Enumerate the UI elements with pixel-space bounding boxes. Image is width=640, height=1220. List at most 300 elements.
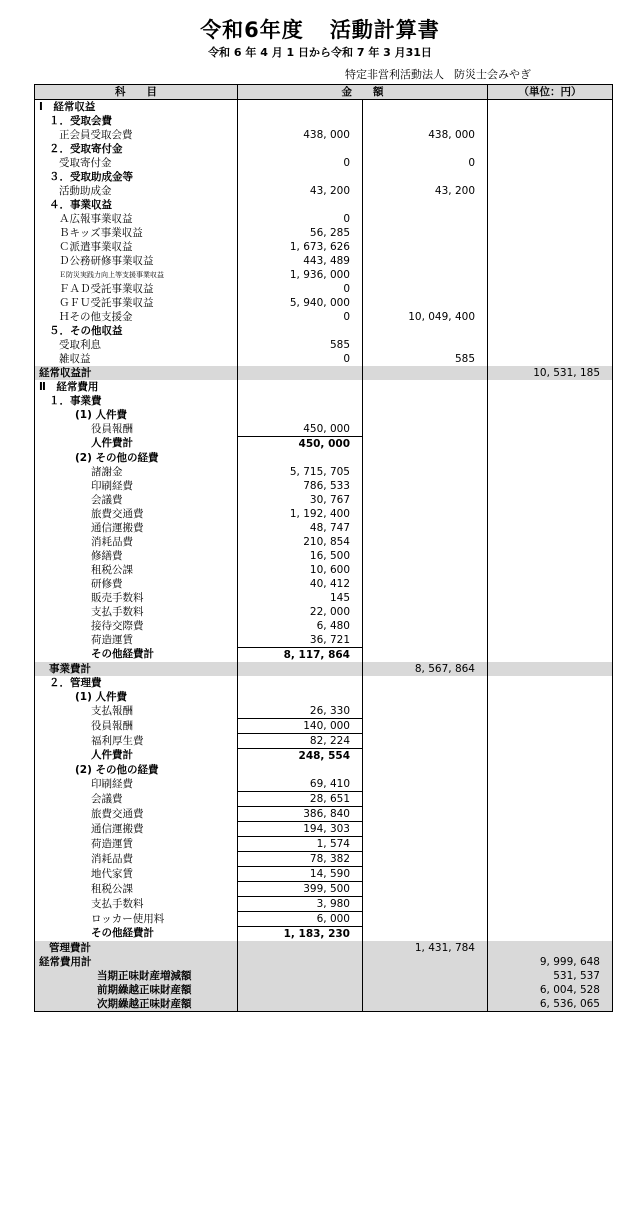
amount-c1: 5, 940, 000	[238, 296, 363, 310]
amount-c3	[488, 852, 613, 867]
table-row	[35, 648, 613, 663]
table-row	[35, 380, 613, 394]
row-label: Ⅱ 経常費用	[35, 380, 238, 394]
amount-c3	[488, 521, 613, 535]
table-row	[35, 605, 613, 619]
amount-c3	[488, 212, 613, 226]
table-row	[35, 268, 613, 282]
row-label: 荷造運賃	[35, 837, 238, 852]
amount-c2	[363, 983, 488, 997]
amount-c1: 438, 000	[238, 128, 363, 142]
row-label: 租税公課	[35, 882, 238, 897]
table-row	[35, 897, 613, 912]
amount-c1: 0	[238, 282, 363, 296]
table-row	[35, 882, 613, 897]
amount-c1: 1, 183, 230	[238, 927, 363, 942]
amount-c1: 786, 533	[238, 479, 363, 493]
table-row	[35, 807, 613, 822]
amount-c1: 16, 500	[238, 549, 363, 563]
amount-c3	[488, 338, 613, 352]
row-label: (1) 人件費	[35, 408, 238, 422]
amount-c1	[238, 763, 363, 777]
amount-c1	[238, 662, 363, 676]
table-row	[35, 941, 613, 955]
table-row	[35, 704, 613, 719]
amount-c2: 10, 049, 400	[363, 310, 488, 324]
amount-c2	[363, 969, 488, 983]
row-label: ロッカー使用料	[35, 912, 238, 927]
table-row	[35, 493, 613, 507]
row-label: 消耗品費	[35, 535, 238, 549]
amount-c2	[363, 226, 488, 240]
amount-c1: 1, 673, 626	[238, 240, 363, 254]
amount-c2	[363, 535, 488, 549]
table-row	[35, 282, 613, 296]
amount-c2	[363, 479, 488, 493]
table-row	[35, 254, 613, 268]
amount-c1: 450, 000	[238, 437, 363, 452]
amount-c3	[488, 690, 613, 704]
org-name: 防災士会みやぎ	[454, 68, 531, 81]
table-header	[35, 85, 613, 100]
table-row	[35, 676, 613, 690]
amount-c3	[488, 719, 613, 734]
amount-c3	[488, 777, 613, 792]
amount-c3	[488, 807, 613, 822]
table-row	[35, 114, 613, 128]
row-label: 会議費	[35, 493, 238, 507]
amount-c1: 40, 412	[238, 577, 363, 591]
row-label: 研修費	[35, 577, 238, 591]
row-label: ＦＡＤ受託事業収益	[35, 282, 238, 296]
amount-c3	[488, 897, 613, 912]
amount-c2	[363, 521, 488, 535]
amount-c1: 386, 840	[238, 807, 363, 822]
amount-c1: 30, 767	[238, 493, 363, 507]
row-label: 福利厚生費	[35, 734, 238, 749]
amount-c2	[363, 563, 488, 577]
row-label: 次期繰越正味財産額	[35, 997, 238, 1012]
row-label: Ｅ防災実践力向上等支援事業収益	[35, 268, 238, 282]
amount-c1	[238, 324, 363, 338]
amount-c2	[363, 380, 488, 394]
amount-c2	[363, 734, 488, 749]
amount-c1: 78, 382	[238, 852, 363, 867]
amount-c2	[363, 837, 488, 852]
title-year: 令和6年度	[200, 18, 304, 42]
row-label: ２．受取寄付金	[35, 142, 238, 156]
row-label: 修繕費	[35, 549, 238, 563]
amount-c2	[363, 549, 488, 563]
amount-c2	[363, 437, 488, 452]
amount-c2	[363, 254, 488, 268]
row-label: その他経費計	[35, 648, 238, 663]
amount-c1	[238, 114, 363, 128]
amount-c1: 6, 480	[238, 619, 363, 633]
table-row	[35, 394, 613, 408]
amount-c3	[488, 408, 613, 422]
amount-c3	[488, 198, 613, 212]
row-label: 役員報酬	[35, 422, 238, 437]
row-label: 受取寄付金	[35, 156, 238, 170]
row-label: 会議費	[35, 792, 238, 807]
amount-c1	[238, 408, 363, 422]
row-label: 地代家賃	[35, 867, 238, 882]
amount-c2	[363, 927, 488, 942]
row-label: Ｃ派遣事業収益	[35, 240, 238, 254]
table-row	[35, 100, 613, 115]
amount-c2	[363, 170, 488, 184]
amount-c3: 531, 537	[488, 969, 613, 983]
row-label: 雑収益	[35, 352, 238, 366]
amount-c3	[488, 296, 613, 310]
amount-c2	[363, 240, 488, 254]
amount-c3	[488, 792, 613, 807]
amount-c2	[363, 465, 488, 479]
amount-c3	[488, 380, 613, 394]
amount-c1: 36, 721	[238, 633, 363, 648]
amount-c3	[488, 867, 613, 882]
amount-c3	[488, 577, 613, 591]
row-label: (2) その他の経費	[35, 763, 238, 777]
amount-c3	[488, 549, 613, 563]
amount-c1: 28, 651	[238, 792, 363, 807]
table-row	[35, 198, 613, 212]
amount-c2: 1, 431, 784	[363, 941, 488, 955]
amount-c1: 6, 000	[238, 912, 363, 927]
row-label: 諸謝金	[35, 465, 238, 479]
table-row	[35, 749, 613, 764]
table-row	[35, 296, 613, 310]
row-label: 役員報酬	[35, 719, 238, 734]
amount-c1: 26, 330	[238, 704, 363, 719]
amount-c1	[238, 198, 363, 212]
row-label: 経常収益計	[35, 366, 238, 380]
amount-c1: 248, 554	[238, 749, 363, 764]
row-label: その他経費計	[35, 927, 238, 942]
amount-c1: 210, 854	[238, 535, 363, 549]
amount-c1: 1, 574	[238, 837, 363, 852]
amount-c1	[238, 451, 363, 465]
amount-c3	[488, 941, 613, 955]
row-label: Ｂキッズ事業収益	[35, 226, 238, 240]
table-row	[35, 437, 613, 452]
row-label: 受取利息	[35, 338, 238, 352]
amount-c1: 5, 715, 705	[238, 465, 363, 479]
amount-c3	[488, 763, 613, 777]
row-label: Ｈその他支援金	[35, 310, 238, 324]
row-label: 消耗品費	[35, 852, 238, 867]
amount-c3	[488, 184, 613, 198]
amount-c3	[488, 268, 613, 282]
amount-c1: 0	[238, 212, 363, 226]
table-row	[35, 352, 613, 366]
row-label: 人件費計	[35, 437, 238, 452]
amount-c3	[488, 479, 613, 493]
header-item: 科 目	[35, 85, 238, 100]
amount-c3	[488, 619, 613, 633]
table-row	[35, 591, 613, 605]
document-title	[0, 14, 640, 44]
organization	[345, 66, 531, 82]
row-label: Ｄ公務研修事業収益	[35, 254, 238, 268]
row-label: (1) 人件費	[35, 690, 238, 704]
table-row	[35, 955, 613, 969]
row-label: Ａ広報事業収益	[35, 212, 238, 226]
row-label: Ⅰ 経常収益	[35, 100, 238, 115]
amount-c1: 443, 489	[238, 254, 363, 268]
row-label: 通信運搬費	[35, 822, 238, 837]
amount-c2	[363, 867, 488, 882]
row-label: 当期正味財産増減額	[35, 969, 238, 983]
amount-c2	[363, 408, 488, 422]
amount-c2	[363, 338, 488, 352]
row-label: 接待交際費	[35, 619, 238, 633]
amount-c1: 450, 000	[238, 422, 363, 437]
amount-c1: 140, 000	[238, 719, 363, 734]
table-row	[35, 170, 613, 184]
amount-c3: 9, 999, 648	[488, 955, 613, 969]
amount-c2: 438, 000	[363, 128, 488, 142]
row-label: 通信運搬費	[35, 521, 238, 535]
amount-c3	[488, 226, 613, 240]
table-row	[35, 563, 613, 577]
table-row	[35, 479, 613, 493]
table-row	[35, 128, 613, 142]
table-row	[35, 719, 613, 734]
table-row	[35, 338, 613, 352]
amount-c3	[488, 240, 613, 254]
row-label: 租税公課	[35, 563, 238, 577]
amount-c3	[488, 749, 613, 764]
row-label: ３．受取助成金等	[35, 170, 238, 184]
amount-c3	[488, 882, 613, 897]
amount-c2	[363, 324, 488, 338]
amount-c1: 43, 200	[238, 184, 363, 198]
amount-c2	[363, 296, 488, 310]
amount-c3	[488, 927, 613, 942]
amount-c1	[238, 983, 363, 997]
table-row	[35, 142, 613, 156]
amount-c2	[363, 792, 488, 807]
amount-c2	[363, 619, 488, 633]
amount-c3	[488, 156, 613, 170]
amount-c3	[488, 591, 613, 605]
header-unit: （単位：円）	[488, 85, 613, 100]
amount-c1: 1, 192, 400	[238, 507, 363, 521]
amount-c2	[363, 763, 488, 777]
table-row	[35, 633, 613, 648]
amount-c2	[363, 198, 488, 212]
amount-c2	[363, 142, 488, 156]
amount-c2	[363, 690, 488, 704]
amount-c2	[363, 676, 488, 690]
amount-c1	[238, 380, 363, 394]
amount-c3: 6, 536, 065	[488, 997, 613, 1012]
amount-c2	[363, 394, 488, 408]
amount-c3	[488, 114, 613, 128]
amount-c3	[488, 837, 613, 852]
amount-c2	[363, 451, 488, 465]
row-label: 支払手数料	[35, 605, 238, 619]
amount-c3	[488, 822, 613, 837]
amount-c2	[363, 282, 488, 296]
amount-c1	[238, 690, 363, 704]
row-label: 荷造運賃	[35, 633, 238, 648]
row-label: 人件費計	[35, 749, 238, 764]
amount-c1	[238, 394, 363, 408]
header-amount: 金 額	[238, 85, 488, 100]
amount-c2	[363, 591, 488, 605]
table-row	[35, 451, 613, 465]
amount-c2	[363, 997, 488, 1012]
amount-c1: 48, 747	[238, 521, 363, 535]
row-label: 管理費計	[35, 941, 238, 955]
amount-c2	[363, 507, 488, 521]
amount-c1	[238, 142, 363, 156]
amount-c2	[363, 912, 488, 927]
activity-statement-table	[34, 84, 613, 1012]
table-row	[35, 983, 613, 997]
fiscal-period: 令和 6 年 4 月 1 日から令和 7 年 3 月31日	[208, 46, 432, 59]
amount-c3	[488, 352, 613, 366]
amount-c3	[488, 437, 613, 452]
amount-c3	[488, 676, 613, 690]
row-label: １．受取会費	[35, 114, 238, 128]
amount-c1	[238, 170, 363, 184]
table-row	[35, 507, 613, 521]
amount-c2	[363, 605, 488, 619]
amount-c3	[488, 605, 613, 619]
table-row	[35, 777, 613, 792]
amount-c1: 56, 285	[238, 226, 363, 240]
table-row	[35, 156, 613, 170]
amount-c3	[488, 662, 613, 676]
table-row	[35, 852, 613, 867]
amount-c1	[238, 955, 363, 969]
amount-c2	[363, 366, 488, 380]
amount-c3	[488, 170, 613, 184]
amount-c3	[488, 507, 613, 521]
row-label: 経常費用計	[35, 955, 238, 969]
amount-c2	[363, 749, 488, 764]
amount-c1: 0	[238, 310, 363, 324]
amount-c2	[363, 822, 488, 837]
amount-c1: 585	[238, 338, 363, 352]
amount-c2	[363, 422, 488, 437]
amount-c3	[488, 100, 613, 115]
amount-c1: 194, 303	[238, 822, 363, 837]
amount-c1: 14, 590	[238, 867, 363, 882]
amount-c3	[488, 563, 613, 577]
amount-c3	[488, 451, 613, 465]
table-row	[35, 366, 613, 380]
table-row	[35, 763, 613, 777]
table-row	[35, 521, 613, 535]
amount-c2	[363, 100, 488, 115]
amount-c3	[488, 254, 613, 268]
row-label: 印刷経費	[35, 777, 238, 792]
amount-c2	[363, 852, 488, 867]
amount-c2	[363, 114, 488, 128]
row-label: 旅費交通費	[35, 507, 238, 521]
amount-c2	[363, 633, 488, 648]
table-row	[35, 535, 613, 549]
table-row	[35, 324, 613, 338]
amount-c3	[488, 324, 613, 338]
amount-c2	[363, 493, 488, 507]
amount-c1: 22, 000	[238, 605, 363, 619]
row-label: ５．その他収益	[35, 324, 238, 338]
amount-c2	[363, 704, 488, 719]
amount-c3	[488, 142, 613, 156]
table-row	[35, 184, 613, 198]
row-label: 活動助成金	[35, 184, 238, 198]
table-row	[35, 792, 613, 807]
amount-c2: 43, 200	[363, 184, 488, 198]
amount-c1	[238, 366, 363, 380]
amount-c1	[238, 676, 363, 690]
amount-c3	[488, 633, 613, 648]
row-label: ２．管理費	[35, 676, 238, 690]
row-label: 支払手数料	[35, 897, 238, 912]
amount-c2	[363, 955, 488, 969]
amount-c3	[488, 535, 613, 549]
amount-c3	[488, 493, 613, 507]
amount-c3	[488, 912, 613, 927]
amount-c2	[363, 807, 488, 822]
table-row	[35, 422, 613, 437]
table-row	[35, 465, 613, 479]
table-row	[35, 310, 613, 324]
amount-c2: 585	[363, 352, 488, 366]
amount-c3	[488, 282, 613, 296]
amount-c1: 10, 600	[238, 563, 363, 577]
row-label: 販売手数料	[35, 591, 238, 605]
amount-c2	[363, 719, 488, 734]
table-row	[35, 927, 613, 942]
amount-c1: 0	[238, 352, 363, 366]
table-row	[35, 912, 613, 927]
amount-c2	[363, 777, 488, 792]
row-label: 前期繰越正味財産額	[35, 983, 238, 997]
amount-c3	[488, 422, 613, 437]
table-row	[35, 662, 613, 676]
amount-c1	[238, 941, 363, 955]
amount-c2	[363, 897, 488, 912]
table-row	[35, 867, 613, 882]
amount-c1: 399, 500	[238, 882, 363, 897]
amount-c1: 8, 117, 864	[238, 648, 363, 663]
amount-c1	[238, 997, 363, 1012]
amount-c1: 145	[238, 591, 363, 605]
table-row	[35, 240, 613, 254]
amount-c3	[488, 704, 613, 719]
amount-c3: 6, 004, 528	[488, 983, 613, 997]
amount-c2	[363, 268, 488, 282]
amount-c2	[363, 648, 488, 663]
amount-c2	[363, 577, 488, 591]
row-label: １．事業費	[35, 394, 238, 408]
table-row	[35, 822, 613, 837]
table-row	[35, 997, 613, 1012]
table-row	[35, 549, 613, 563]
org-type: 特定非営利活動法人	[345, 68, 444, 81]
amount-c1	[238, 100, 363, 115]
amount-c3	[488, 394, 613, 408]
row-label: (2) その他の経費	[35, 451, 238, 465]
amount-c3	[488, 310, 613, 324]
